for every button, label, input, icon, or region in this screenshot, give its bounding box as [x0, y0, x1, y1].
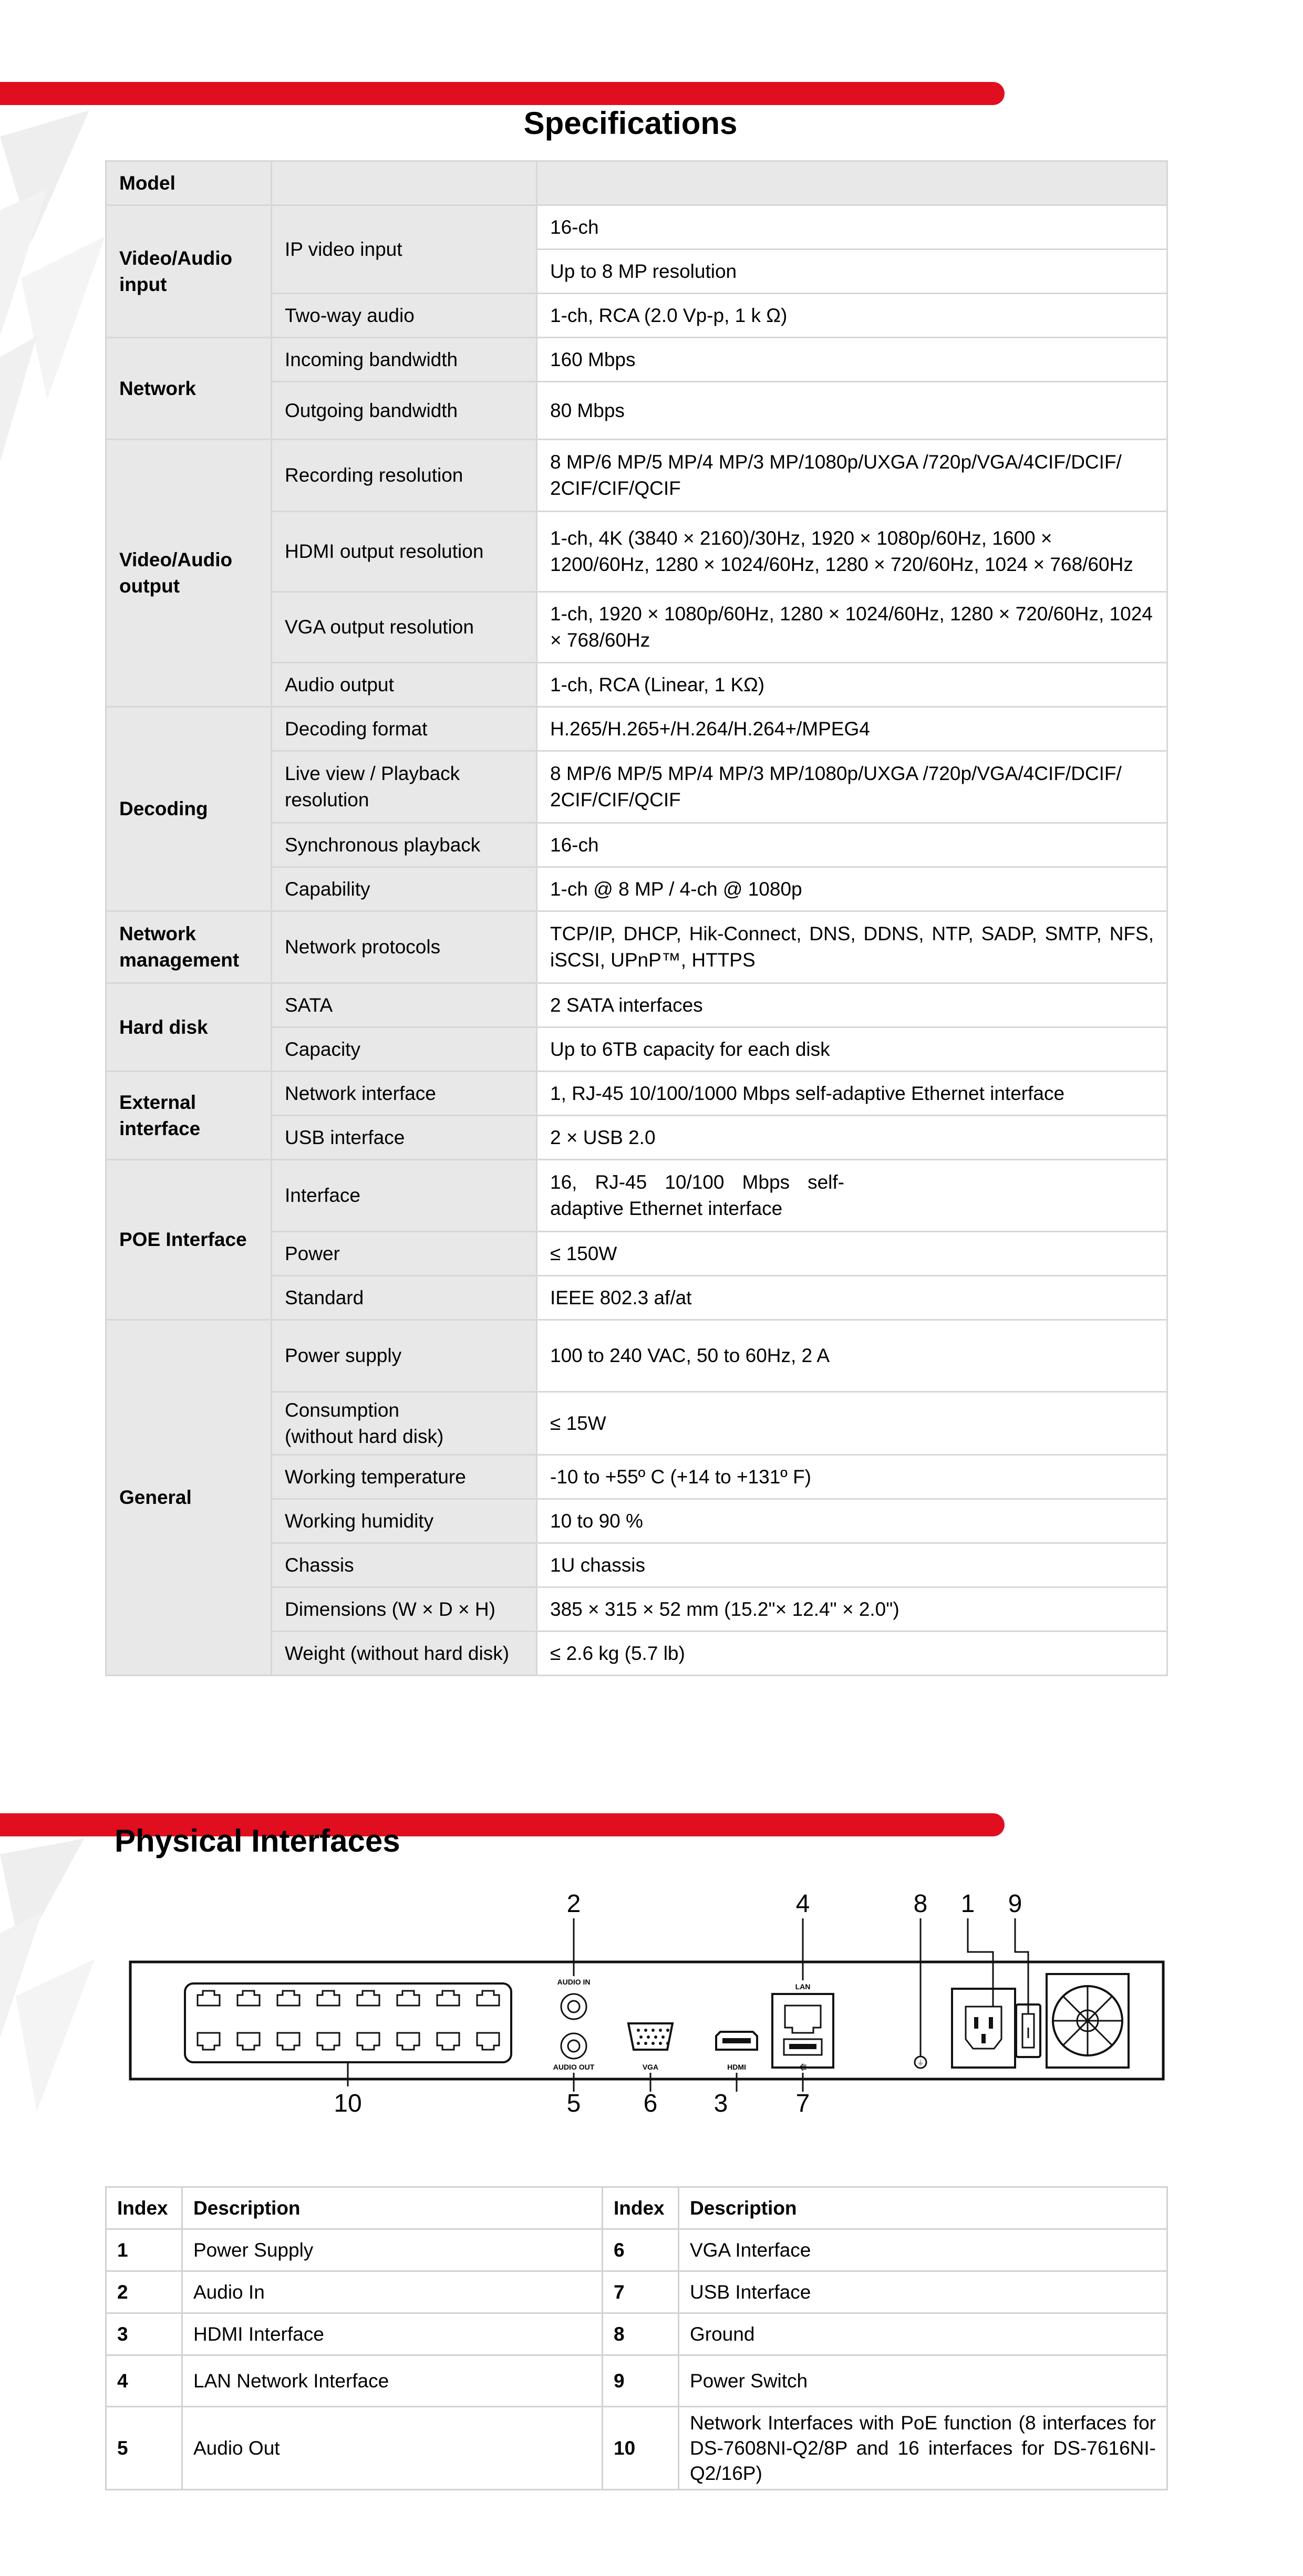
spec-param: Network interface: [272, 1072, 537, 1116]
rear-panel-diagram: [121, 1886, 1182, 2133]
index-description: Ground: [679, 2313, 1167, 2355]
index-description: Power Switch: [679, 2355, 1167, 2407]
spec-param: Interface: [272, 1160, 537, 1232]
spec-param: [272, 1392, 537, 1455]
vga-label: VGA: [642, 2063, 659, 2071]
spec-value: 385 × 315 × 52 mm (15.2"× 12.4" × 2.0"): [537, 1587, 1167, 1632]
spec-value: 1-ch, RCA (Linear, 1 KΩ): [537, 663, 1167, 707]
lan-port: [785, 2006, 821, 2033]
spec-category: Network management: [106, 911, 272, 983]
spec-param: Network protocols: [272, 911, 537, 983]
spec-value: 16-ch: [537, 823, 1167, 867]
spec-category: Hard disk: [106, 983, 272, 1072]
spec-value: 1-ch, RCA (2.0 Vp-p, 1 k Ω): [537, 294, 1167, 338]
callout-3: 3: [713, 2090, 728, 2117]
specifications-table: [105, 160, 1168, 1676]
description-header: Description: [679, 2187, 1167, 2229]
lan-label: LAN: [795, 1982, 811, 1991]
spec-row: [106, 205, 1167, 250]
spec-param: Decoding format: [272, 707, 537, 751]
audio-out-jack: [561, 2033, 586, 2059]
index-number: 7: [603, 2271, 679, 2313]
spec-param: Power supply: [272, 1320, 537, 1392]
spec-param: VGA output resolution: [272, 592, 537, 663]
index-header-row: [106, 2187, 1167, 2229]
spec-param: Capability: [272, 867, 537, 911]
spec-value: 160 Mbps: [537, 338, 1167, 382]
callout-4: 4: [795, 1890, 810, 1918]
spec-param: USB interface: [272, 1116, 537, 1160]
spec-category: Decoding: [106, 707, 272, 911]
index-description: USB Interface: [679, 2271, 1167, 2313]
callout-7: 7: [795, 2090, 810, 2117]
spec-param: Incoming bandwidth: [272, 338, 537, 382]
callout-8: 8: [913, 1890, 928, 1918]
spec-param: Dimensions (W × D × H): [272, 1587, 537, 1632]
spec-param: Chassis: [272, 1543, 537, 1587]
spec-value: 10 to 90 %: [537, 1499, 1167, 1543]
spec-param: HDMI output resolution: [272, 512, 537, 592]
spec-value: Up to 8 MP resolution: [537, 250, 1167, 294]
poe-interface-value: 16, RJ-45 10/100 Mbps self-adaptive Ethernet interface: [550, 1171, 844, 1219]
spec-value: 1-ch @ 8 MP / 4-ch @ 1080p: [537, 867, 1167, 911]
index-description: Audio In: [182, 2271, 603, 2313]
index-number: 1: [106, 2229, 182, 2271]
index-description: Network Interfaces with PoE function (8 interfaces for DS-7608NI-Q2/8P and 16 interfaces for DS-7616NI-Q2/16P): [679, 2407, 1167, 2490]
callout-9: 9: [1008, 1890, 1022, 1918]
power-inlet-frame: [952, 1989, 1015, 2068]
spec-value: 2 × USB 2.0: [537, 1116, 1167, 1160]
spec-category: POE Interface: [106, 1160, 272, 1320]
callout-10: 10: [334, 2090, 362, 2117]
audio-in-label: AUDIO IN: [557, 1978, 591, 1986]
table-row: [106, 2313, 1167, 2355]
spec-value: IEEE 802.3 af/at: [537, 1276, 1167, 1320]
description-header: Description: [182, 2187, 603, 2229]
spec-value: ≤ 2.6 kg (5.7 lb): [537, 1632, 1167, 1676]
index-description: VGA Interface: [679, 2229, 1167, 2271]
spec-header-model: Model: [106, 161, 272, 205]
spec-row: [106, 983, 1167, 1027]
spec-value: 100 to 240 VAC, 50 to 60Hz, 2 A: [537, 1320, 1167, 1392]
audio-in-jack: [561, 1994, 586, 2019]
spec-value: 2 SATA interfaces: [537, 983, 1167, 1027]
index-description: Power Supply: [182, 2229, 603, 2271]
index-description: Audio Out: [182, 2407, 603, 2490]
spec-header-row: [106, 161, 1167, 205]
spec-category: General: [106, 1320, 272, 1676]
spec-row: [106, 440, 1167, 512]
spec-param: Standard: [272, 1276, 537, 1320]
index-number: 3: [106, 2313, 182, 2355]
spec-category: Video/Audio output: [106, 440, 272, 707]
spec-value: 1-ch, 4K (3840 × 2160)/30Hz, 1920 × 1080p/60Hz, 1600 × 1200/60Hz, 1280 × 1024/60Hz, 1280 × 720/60Hz, 1024 × 768/60Hz: [537, 512, 1167, 592]
index-number: 5: [106, 2407, 182, 2490]
spec-category: Network: [106, 338, 272, 440]
callout-1: 1: [960, 1890, 975, 1918]
spec-param: Live view / Playback resolution: [272, 751, 537, 823]
spec-value: 16-ch: [537, 205, 1167, 250]
spec-param: Outgoing bandwidth: [272, 382, 537, 440]
index-number: 4: [106, 2355, 182, 2407]
spec-value: 1U chassis: [537, 1543, 1167, 1587]
audio-out-label: AUDIO OUT: [553, 2063, 595, 2071]
spec-value: TCP/IP, DHCP, Hik-Connect, DNS, DDNS, NTP, SADP, SMTP, NFS, iSCSI, UPnP™, HTTPS: [537, 911, 1167, 983]
spec-value: 1-ch, 1920 × 1080p/60Hz, 1280 × 1024/60Hz, 1280 × 720/60Hz, 1024 × 768/60Hz: [537, 592, 1167, 663]
spec-row: [106, 1160, 1167, 1232]
callout-5: 5: [566, 2090, 581, 2117]
index-description: LAN Network Interface: [182, 2355, 603, 2407]
spec-row: [106, 1320, 1167, 1392]
spec-param: Capacity: [272, 1027, 537, 1072]
spec-param: SATA: [272, 983, 537, 1027]
spec-param: Working humidity: [272, 1499, 537, 1543]
index-number: 10: [603, 2407, 679, 2490]
index-description: HDMI Interface: [182, 2313, 603, 2355]
spec-param: Recording resolution: [272, 440, 537, 512]
spec-param: Synchronous playback: [272, 823, 537, 867]
spec-value: 8 MP/6 MP/5 MP/4 MP/3 MP/1080p/UXGA /720p/VGA/4CIF/DCIF/ 2CIF/CIF/QCIF: [537, 751, 1167, 823]
poe-ports: [198, 1991, 499, 2050]
spec-param: Working temperature: [272, 1455, 537, 1499]
index-header: Index: [106, 2187, 182, 2229]
specifications-title: Specifications: [523, 106, 738, 141]
spec-value: 1, RJ-45 10/100/1000 Mbps self-adaptive Ethernet interface: [537, 1072, 1167, 1116]
physical-interfaces-title: Physical Interfaces: [115, 1823, 400, 1858]
spec-row: [106, 911, 1167, 983]
spec-value: -10 to +55º C (+14 to +131º F): [537, 1455, 1167, 1499]
spec-row: [106, 1072, 1167, 1116]
callout-2: 2: [566, 1890, 581, 1918]
spec-value: ≤ 150W: [537, 1232, 1167, 1276]
spec-row: [106, 338, 1167, 382]
spec-category: Video/Audio input: [106, 205, 272, 338]
spec-value: 8 MP/6 MP/5 MP/4 MP/3 MP/1080p/UXGA /720p/VGA/4CIF/DCIF/ 2CIF/CIF/QCIF: [537, 440, 1167, 512]
index-number: 6: [603, 2229, 679, 2271]
index-header: Index: [603, 2187, 679, 2229]
interface-index-table: [105, 2186, 1168, 2490]
table-row: [106, 2229, 1167, 2271]
consumption-label: Consumption (without hard disk): [285, 1399, 444, 1447]
index-number: 9: [603, 2355, 679, 2407]
spec-header-col3: [537, 161, 1167, 205]
spec-value: [537, 1160, 1167, 1232]
spec-value: 80 Mbps: [537, 382, 1167, 440]
ground-icon: ⏚: [917, 2059, 924, 2067]
spec-category: External interface: [106, 1072, 272, 1160]
spec-row: [106, 707, 1167, 751]
spec-param: Weight (without hard disk): [272, 1632, 537, 1676]
spec-header-col2: [272, 161, 537, 205]
index-number: 8: [603, 2313, 679, 2355]
spec-value: H.265/H.265+/H.264/H.264+/MPEG4: [537, 707, 1167, 751]
hdmi-label: HDMI: [727, 2063, 746, 2071]
decorative-triangles: [0, 1838, 105, 2133]
spec-param: Audio output: [272, 663, 537, 707]
table-row: [106, 2355, 1167, 2407]
index-number: 2: [106, 2271, 182, 2313]
table-row: [106, 2271, 1167, 2313]
spec-param: IP video input: [272, 205, 537, 294]
table-row: [106, 2407, 1167, 2490]
spec-value: ≤ 15W: [537, 1392, 1167, 1455]
spec-param: Power: [272, 1232, 537, 1276]
poe-port-block: [185, 1983, 511, 2062]
header-red-bar: [0, 82, 1005, 105]
vga-port: [628, 2023, 673, 2050]
spec-param: Two-way audio: [272, 294, 537, 338]
spec-value: Up to 6TB capacity for each disk: [537, 1027, 1167, 1072]
callout-6: 6: [643, 2090, 658, 2117]
usb-icon: ⭅: [799, 2064, 807, 2073]
